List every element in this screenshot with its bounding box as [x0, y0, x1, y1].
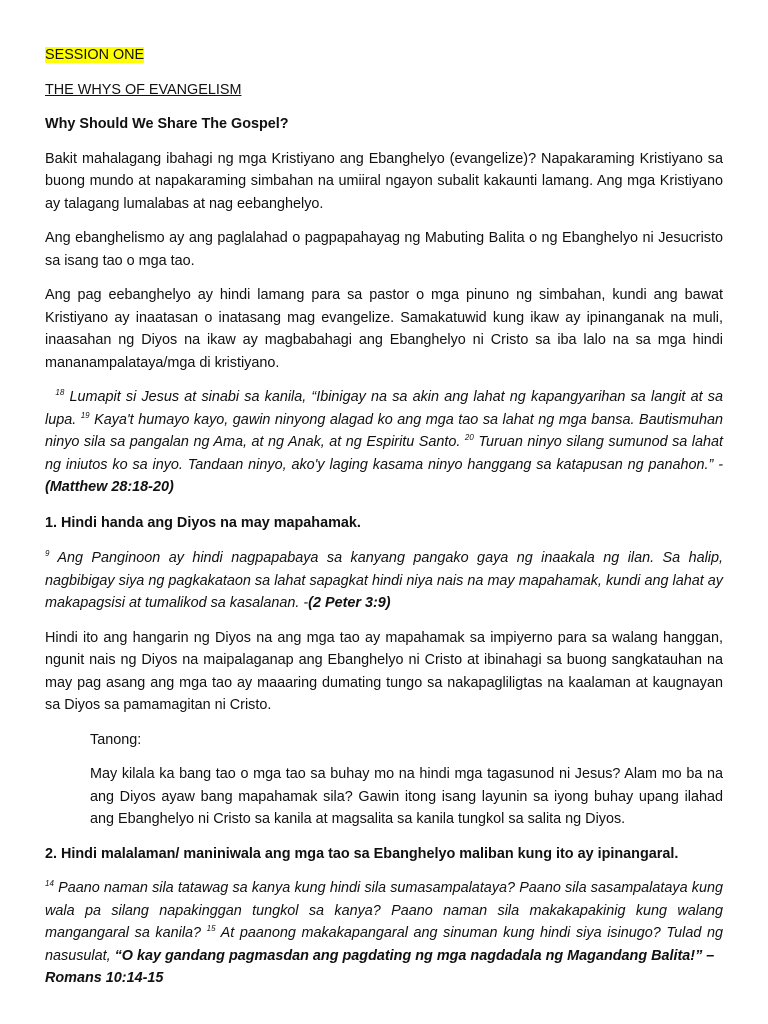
intro-paragraph-2: Ang ebanghelismo ay ang paglalahad o pagpapahayag ng Mabuting Balita o ng Ebanghelyo ni Jesucristo sa isang tao o mga tao. [45, 230, 723, 269]
scripture-quote-peter [45, 547, 723, 615]
verse-number: 18 [55, 388, 65, 398]
verse-text: Lumapit si Jesus at sinabi sa kanila, “Ibinigay na sa akin ang lahat ng kapangyarihan sa langit at sa lupa. [45, 389, 723, 428]
intro-paragraph-1: Bakit mahalagang ibahagi ng mga Kristiyano ang Ebanghelyo (evangelize)? Napakaraming Kristiyano sa buong mundo at napakaraming simbahan na umiiral ngayon subalit kakaunti lamang. Ang mga Kristiyano ay talagang lumalabas at nag eebanghelyo. [45, 150, 723, 212]
intro-paragraph-3: Ang pag eebanghelyo ay hindi lamang para sa pastor o mga pinuno ng simbahan, kundi ang bawat Kristiyano ay inaatasan o inatasang mag evangelize. Samakatuwid kung ikaw ay ipinanganak na muli, inaasahan ng Diyos na ikaw ay magbabahagi ang Ebanghelyo ni Cristo sa iba lalo na sa mga hindi mananampalataya/mga di kristiyano. [45, 287, 723, 371]
verse-text: Kaya't humayo kayo, gawin ninyong alagad ko ang mga tao sa lahat ng mga bansa. Bautismuhan ninyo sila sa pangalan ng Ama, at ng Anak, at ng Espiritu Santo. [45, 411, 723, 450]
verse-number: 9 [45, 549, 50, 559]
question-text: May kilala ka bang tao o mga tao sa buhay mo na hindi mga tagasunod ni Jesus? Alam mo ba na ang Diyos ayaw bang mapahamak sila? Gawin itong isang layunin sa iyong buhay upang ilahad ang Ebanghelyo ni Cristo sa kanila at magsalita sa kanila tungkol sa salita ng Diyos. [90, 766, 723, 827]
question-label: Tanong: [90, 731, 142, 748]
verse-number: 20 [464, 433, 474, 443]
verse-number: 14 [45, 879, 54, 889]
session-label-highlight: SESSION ONE [45, 47, 145, 63]
verse-reference: Romans 10:14-15 [45, 970, 164, 986]
verse-text: Ang Panginoon ay hindi nagpapabaya sa kanyang pangako gaya ng inaakala ng ilan. Sa halip, nagbibigay siya ng pagkakataon sa lahat sapagkat hindi niya nais na may mapahamak, kundi ang lahat ay makapagsisi at tumalikod sa kasalanan. - [45, 550, 723, 611]
verse-reference: (2 Peter 3:9) [308, 595, 391, 611]
document-subtitle: Why Should We Share The Gospel? [45, 116, 289, 132]
verse-text: Turuan ninyo silang sumunod sa lahat ng iniutos ko sa inyo. Tandaan ninyo, ako'y laging kasama ninyo hanggang sa katapusan ng panahon.” - [45, 434, 723, 473]
session-label [45, 44, 723, 67]
verse-dash: – [702, 947, 715, 964]
point-1-heading: 1. Hindi handa ang Diyos na may mapahamak. [45, 514, 361, 531]
verse-text: Paano naman sila tatawag sa kanya kung hindi sila sumasampalataya? Paano sila sasampalataya kung wala pa silang napakinggan tungkol sa kanya? Paano naman sila makakapakinig kung walang mangangaral sa kanila? [45, 880, 723, 941]
scripture-quote-romans [45, 877, 723, 990]
document-page [45, 44, 723, 990]
verse-number: 15 [206, 924, 216, 934]
point-1-body: Hindi ito ang hangarin ng Diyos na ang mga tao ay mapahamak sa impiyerno para sa walang hanggan, ngunit nais ng Diyos na maipalaganap ang Ebanghelyo ni Cristo at ibinahagi sa buong sangkatauhan na may pag asang ang mga tao ay maaaring dumating tungo sa nakapagliligtas na kaalaman at kaugnayan sa Diyos sa pamamagitan ni Cristo. [45, 629, 723, 713]
verse-quote: “O kay gandang pagmasdan ang pagdating ng mga nagdadala ng Magandang Balita!” [114, 947, 703, 964]
verse-reference: (Matthew 28:18-20) [45, 479, 174, 495]
point-2-heading: 2. Hindi malalaman/ maniniwala ang mga tao sa Ebanghelyo maliban kung ito ay ipinangaral. [45, 845, 679, 862]
verse-text: At paanong makakapangaral ang sinuman kung hindi siya isinugo? Tulad ng nasusulat, [45, 925, 723, 964]
verse-number: 19 [80, 410, 90, 420]
document-title: THE WHYS OF EVANGELISM [45, 81, 242, 98]
scripture-quote-matthew [45, 386, 723, 499]
